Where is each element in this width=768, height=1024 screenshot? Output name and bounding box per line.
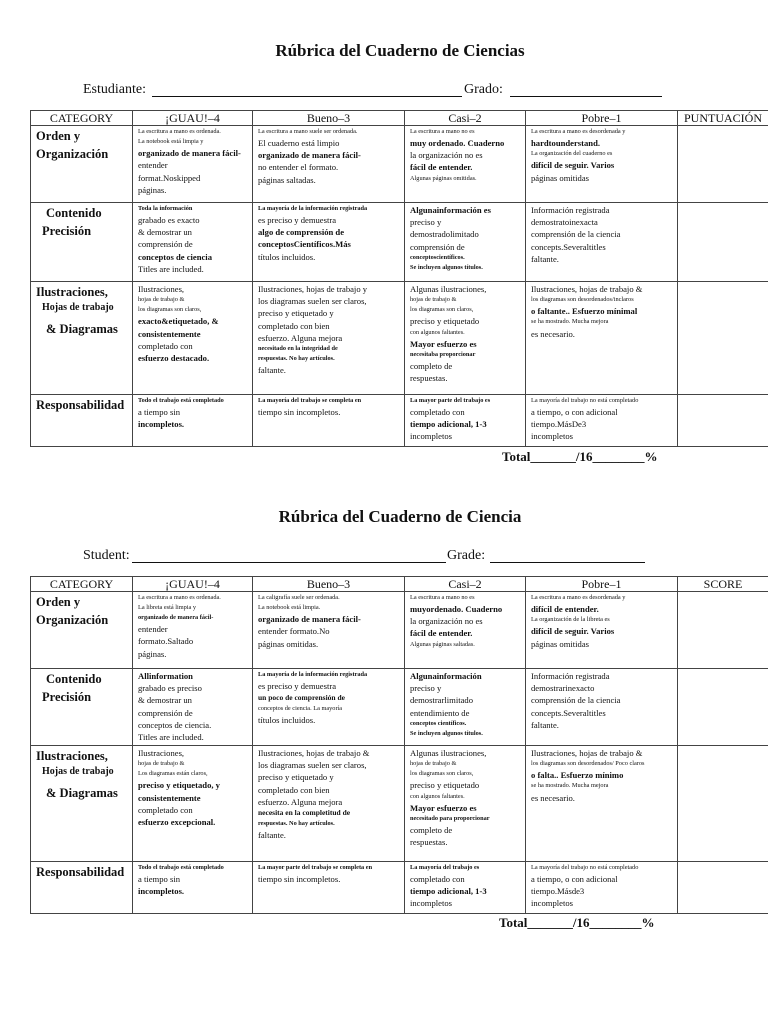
desc-line: entender	[138, 160, 168, 171]
category-label: Responsabilidad	[36, 865, 125, 879]
desc-line: a tiempo sin	[138, 874, 181, 885]
desc-line: respuestas.	[410, 837, 448, 848]
desc-line: tiempo sin incompletos.	[258, 407, 341, 418]
desc-level-2	[405, 592, 526, 669]
desc-line: tiempo adicional, 1-3	[410, 886, 487, 897]
desc-line: los diagramas son desordenados/ Poco claros	[531, 760, 645, 768]
desc-line: La mayoría de la información registrada	[258, 205, 368, 212]
category-label: Ilustraciones,	[36, 749, 108, 763]
header-level-4: ¡GUAU!–4	[133, 577, 253, 592]
header-level-1: Pobre–1	[526, 111, 678, 126]
desc-line: Todo el trabajo está completado	[138, 397, 224, 404]
desc-line: Información registrada	[531, 671, 610, 681]
desc-line: completado con	[410, 874, 465, 885]
desc-line: entendimiento de	[410, 707, 470, 718]
row-ilustraciones	[31, 282, 768, 395]
desc-line: organizado de manera fácil-	[138, 614, 214, 622]
desc-line: La notebook está limpia.	[258, 604, 321, 612]
desc-line: Algunas páginas omitidas.	[410, 174, 477, 182]
score-cell[interactable]	[678, 862, 768, 914]
category-label: Orden y	[36, 129, 81, 143]
desc-line: es preciso y demuestra	[258, 215, 337, 226]
rubric-table	[30, 110, 768, 447]
desc-line: incompletos	[531, 431, 574, 442]
desc-level-2	[405, 126, 526, 203]
score-cell[interactable]	[678, 282, 768, 395]
desc-line: comprensión de la ciencia	[531, 695, 621, 706]
row-contenido	[31, 669, 768, 746]
desc-line: necesita en la completitud de	[258, 808, 351, 818]
desc-line: preciso y etiquetado, y	[138, 780, 220, 791]
desc-line: faltante.	[258, 829, 286, 840]
desc-level-1	[526, 203, 678, 282]
desc-line: completado con bien	[258, 784, 330, 795]
desc-line: La escritura a mano es desordenada y	[531, 128, 626, 135]
category-label: Contenido	[46, 672, 102, 686]
desc-line: demostrarinexacto	[531, 683, 595, 694]
rubric-2	[0, 504, 768, 930]
desc-line: necesitaba proporcionar	[410, 350, 476, 358]
desc-level-4	[133, 669, 253, 746]
student-label: Student:	[83, 548, 130, 563]
desc-line: preciso y etiquetado y	[258, 772, 334, 783]
desc-line: difícil de seguir. Varios	[531, 160, 615, 171]
category-label: Orden y	[36, 595, 81, 609]
desc-level-4	[133, 746, 253, 862]
desc-line: Todo el trabajo está completado	[138, 864, 224, 871]
desc-level-1	[526, 669, 678, 746]
student-grade-line	[0, 78, 768, 104]
desc-line: Se incluyen algunos títulos.	[410, 263, 483, 271]
desc-line: se ha mostrado. Mucha mejora	[531, 318, 609, 326]
desc-line: se ha mostrado. Mucha mejora	[531, 782, 609, 790]
desc-line: incompletos.	[138, 419, 185, 430]
desc-line: organizado de manera fácil-	[258, 150, 361, 161]
desc-line: muyordenado. Cuaderno	[410, 604, 503, 615]
desc-line: fácil de entender.	[410, 628, 473, 639]
category-label: & Diagramas	[46, 321, 118, 336]
desc-line: La mayoría de la información registrada	[258, 671, 368, 678]
desc-line: los diagramas suelen ser claros,	[258, 296, 367, 307]
desc-line: páginas omitidas	[531, 638, 589, 649]
category-orden	[31, 592, 133, 669]
desc-line: La libreta está limpia y	[138, 604, 197, 612]
score-cell[interactable]	[678, 746, 768, 862]
desc-level-3	[253, 282, 405, 395]
desc-line: algo de comprensión de	[258, 227, 345, 238]
category-label: Ilustraciones,	[36, 285, 108, 299]
desc-line: preciso y	[410, 217, 442, 228]
desc-line: consistentemente	[138, 792, 201, 803]
header-level-2: Casi–2	[405, 577, 526, 592]
header-level-3: Bueno–3	[253, 111, 405, 126]
desc-line: esfuerzo destacado.	[138, 352, 210, 363]
desc-line: Ilustraciones,	[138, 284, 185, 294]
header-row	[31, 111, 768, 126]
header-row	[31, 577, 768, 592]
desc-line: comprensión de	[138, 707, 193, 718]
desc-line: grabado es exacto	[138, 215, 200, 226]
desc-line: faltante.	[258, 365, 286, 376]
desc-line: esfuerzo. Alguna mejora	[258, 332, 343, 343]
desc-line: conceptos de ciencia	[138, 251, 212, 262]
desc-line: La mayoría del trabajo es	[410, 864, 480, 871]
student-label: Estudiante:	[83, 82, 146, 97]
score-cell[interactable]	[678, 592, 768, 669]
desc-line: Algunainformación	[410, 671, 482, 681]
row-ilustraciones	[31, 746, 768, 862]
desc-line: difícil de entender.	[531, 604, 599, 615]
desc-line: organizado de manera fácil-	[258, 614, 361, 625]
desc-line: incompletos	[410, 898, 453, 909]
row-orden	[31, 126, 768, 203]
desc-line: páginas omitidas.	[258, 638, 319, 649]
desc-line: Mayor esfuerzo es	[410, 338, 477, 349]
desc-line: hardtounderstand.	[531, 138, 601, 149]
desc-line: completado con	[138, 340, 193, 351]
desc-line: La organización de la libreta es	[531, 616, 610, 624]
category-ilustraciones	[31, 282, 133, 395]
total-line: Total_______/16________%	[499, 915, 655, 930]
desc-line: completo de	[410, 824, 453, 835]
category-responsabilidad	[31, 395, 133, 447]
desc-line: Toda la información	[138, 205, 193, 212]
desc-line: La escritura a mano es desordenada y	[531, 594, 626, 601]
desc-line: a tiempo, o con adicional	[531, 407, 618, 418]
desc-level-3	[253, 592, 405, 669]
desc-line: conceptoscientíficos.	[410, 253, 465, 261]
desc-line: exacto&etiquetado, &	[138, 316, 219, 327]
category-label: Organización	[36, 147, 109, 162]
desc-level-3	[253, 862, 405, 914]
desc-line: comprensión de la ciencia	[531, 229, 621, 240]
desc-line: Ilustraciones, hojas de trabajo y	[258, 284, 368, 294]
desc-line: respuestas.	[410, 373, 448, 384]
category-ilustraciones	[31, 746, 133, 862]
desc-line: preciso y etiquetado y	[258, 308, 334, 319]
desc-level-2	[405, 746, 526, 862]
desc-line: o falta.. Esfuerzo mínimo	[531, 770, 624, 781]
desc-line: Ilustraciones, hojas de trabajo &	[258, 748, 370, 758]
desc-level-2	[405, 669, 526, 746]
desc-level-4	[133, 126, 253, 203]
desc-level-3	[253, 395, 405, 447]
desc-line: esfuerzo excepcional.	[138, 816, 216, 827]
header-level-1: Pobre–1	[526, 577, 678, 592]
score-cell[interactable]	[678, 126, 768, 203]
desc-level-2	[405, 203, 526, 282]
desc-line: con algunos faltantes.	[410, 792, 465, 800]
desc-line: incompletos.	[138, 886, 185, 897]
desc-line: un poco de comprensión de	[258, 693, 345, 703]
desc-line: conceptos de ciencia.	[138, 719, 212, 730]
grade-label: Grado:	[464, 82, 503, 97]
desc-level-1	[526, 126, 678, 203]
row-responsabilidad	[31, 395, 768, 447]
desc-line: los diagramas suelen ser claros,	[258, 760, 367, 771]
desc-line: Algunainformación es	[410, 205, 491, 215]
desc-line: tiempo adicional, 1-3	[410, 419, 487, 430]
desc-line: páginas.	[138, 648, 167, 659]
header-level-2: Casi–2	[405, 111, 526, 126]
desc-line: La mayor parte del trabajo se completa en	[258, 864, 373, 871]
category-orden	[31, 126, 133, 203]
desc-line: tiempo.Másde3	[531, 886, 585, 897]
desc-line: La escritura a mano no es	[410, 128, 475, 135]
row-contenido	[31, 203, 768, 282]
desc-line: con algunos faltantes.	[410, 328, 465, 336]
desc-line: incompletos	[410, 431, 453, 442]
category-contenido	[31, 669, 133, 746]
desc-line: tiempo.MásDe3	[531, 419, 587, 430]
desc-line: La escritura a mano no es	[410, 594, 475, 601]
desc-line: respuestas. No hay artículos.	[258, 355, 335, 363]
desc-line: organizado de manera fácil-	[138, 148, 241, 159]
desc-line: La escritura a mano suele ser ordenada.	[258, 128, 358, 135]
desc-level-1	[526, 282, 678, 395]
header-category: CATEGORY	[31, 577, 133, 592]
desc-line: La caligrafía suele ser ordenada.	[258, 594, 340, 601]
desc-line: & demostrar un	[138, 695, 192, 706]
desc-line: páginas omitidas	[531, 172, 589, 183]
desc-line: la organización no es	[410, 616, 483, 627]
student-name-blank[interactable]	[132, 562, 446, 563]
desc-line: muy ordenado. Cuaderno	[410, 138, 505, 149]
desc-level-4	[133, 282, 253, 395]
desc-line: fácil de entender.	[410, 162, 473, 173]
desc-line: conceptosCientíficos.Más	[258, 239, 351, 250]
desc-line: respuestas. No hay artículos.	[258, 819, 335, 827]
total-line: Total_______/16________%	[502, 449, 658, 464]
desc-line: formato.Saltado	[138, 636, 194, 647]
category-label: Precisión	[42, 690, 92, 705]
desc-level-4	[133, 592, 253, 669]
rubric-table	[30, 576, 768, 914]
desc-line: La organización del cuaderno es	[531, 150, 613, 158]
desc-line: la organización no es	[410, 150, 483, 161]
desc-line: Mayor esfuerzo es	[410, 802, 477, 813]
desc-line: conceptos científicos.	[410, 719, 467, 727]
desc-level-2	[405, 862, 526, 914]
desc-line: hojas de trabajo &	[410, 760, 457, 768]
row-orden	[31, 592, 768, 669]
desc-level-1	[526, 862, 678, 914]
desc-level-4	[133, 395, 253, 447]
desc-line: incompletos	[531, 898, 574, 909]
desc-line: La mayoría del trabajo no está completado	[531, 397, 639, 404]
desc-line: La mayoría del trabajo no está completado	[531, 864, 639, 871]
desc-line: preciso y	[410, 683, 442, 694]
desc-line: no entender el formato.	[258, 162, 339, 173]
desc-level-3	[253, 746, 405, 862]
desc-line: grabado es preciso	[138, 683, 202, 694]
desc-line: La notebook está limpia y	[138, 138, 204, 146]
desc-line: demostrarlimitado	[410, 695, 474, 706]
desc-line: hojas de trabajo &	[138, 760, 185, 768]
desc-line: tiempo sin incompletos.	[258, 874, 341, 885]
desc-line: comprensión de	[410, 241, 465, 252]
category-responsabilidad	[31, 862, 133, 914]
rubric-1	[0, 38, 768, 464]
student-grade-line	[0, 544, 768, 570]
desc-line: La escritura a mano es ordenada.	[138, 128, 221, 135]
desc-line: los diagramas son claros,	[410, 306, 474, 314]
desc-line: los diagramas son desordenados/inclaros	[531, 296, 634, 304]
header-score: PUNTUACIÓN	[678, 111, 768, 126]
desc-line: completo de	[410, 360, 453, 371]
desc-line: faltante.	[531, 719, 559, 730]
header-level-3: Bueno–3	[253, 577, 405, 592]
desc-line: comprensión de	[138, 239, 193, 250]
desc-level-1	[526, 746, 678, 862]
desc-line: necesitado para proporcionar	[410, 814, 490, 822]
desc-level-1	[526, 395, 678, 447]
desc-line: completado con	[410, 407, 465, 418]
category-label: Responsabilidad	[36, 398, 125, 412]
desc-line: preciso y etiquetado	[410, 316, 480, 327]
category-label: Hojas de trabajo	[42, 302, 114, 314]
desc-line: concepts.Severaltitles	[531, 707, 606, 718]
desc-line: es necesario.	[531, 792, 575, 803]
grade-label: Grade:	[447, 548, 486, 563]
category-label: Organización	[36, 613, 109, 628]
category-label: Contenido	[46, 206, 102, 220]
desc-line: faltante.	[531, 253, 559, 264]
desc-level-4	[133, 203, 253, 282]
desc-line: Algunas ilustraciones,	[410, 284, 487, 294]
desc-line: concepts.Severaltitles	[531, 241, 606, 252]
desc-line: difícil de seguir. Varios	[531, 626, 615, 637]
desc-line: Información registrada	[531, 205, 610, 215]
desc-level-1	[526, 592, 678, 669]
desc-line: entender	[138, 624, 168, 635]
desc-line: La escritura a mano es ordenada.	[138, 594, 221, 601]
desc-level-2	[405, 282, 526, 395]
desc-line: hojas de trabajo &	[138, 296, 185, 304]
desc-line: o faltante.. Esfuerzo mínimal	[531, 306, 638, 317]
desc-line: necesitado en la integridad de	[258, 345, 338, 353]
header-category: CATEGORY	[31, 111, 133, 126]
header-score: SCORE	[678, 577, 768, 592]
desc-line: es preciso y demuestra	[258, 681, 337, 692]
desc-line: Ilustraciones, hojas de trabajo &	[531, 284, 643, 294]
desc-line: Los diagramas están claros,	[138, 770, 208, 778]
desc-level-3	[253, 669, 405, 746]
score-cell[interactable]	[678, 203, 768, 282]
desc-line: demostradolimitado	[410, 229, 479, 240]
desc-level-3	[253, 126, 405, 203]
desc-line: Titles are included.	[138, 263, 204, 274]
category-label: & Diagramas	[46, 785, 118, 800]
row-responsabilidad	[31, 862, 768, 914]
desc-line: títulos incluidos.	[258, 251, 316, 262]
desc-level-2	[405, 395, 526, 447]
category-contenido	[31, 203, 133, 282]
desc-line: Algunas páginas saltadas.	[410, 640, 475, 648]
desc-line: & demostrar un	[138, 227, 192, 238]
desc-line: completado con bien	[258, 320, 330, 331]
desc-level-4	[133, 862, 253, 914]
header-level-4: ¡GUAU!–4	[133, 111, 253, 126]
desc-line: a tiempo sin	[138, 407, 181, 418]
desc-line: Se incluyen algunos títulos.	[410, 729, 483, 737]
category-label: Hojas de trabajo	[42, 766, 114, 778]
desc-line: Ilustraciones,	[138, 748, 185, 758]
desc-line: entender formato.No	[258, 626, 330, 637]
desc-line: páginas saltadas.	[258, 174, 316, 185]
desc-line: conceptos de ciencia. La mayoría	[258, 705, 343, 713]
grade-blank[interactable]	[510, 96, 662, 97]
desc-line: es necesario.	[531, 328, 575, 339]
desc-line: preciso y etiquetado	[410, 780, 480, 791]
score-cell[interactable]	[678, 395, 768, 447]
desc-line: La mayoría del trabajo se completa en	[258, 397, 362, 404]
desc-line: format.Noskipped	[138, 172, 201, 183]
desc-line: los diagramas son claros,	[138, 306, 202, 314]
desc-line: esfuerzo. Alguna mejora	[258, 796, 343, 807]
desc-line: Algunas ilustraciones,	[410, 748, 487, 758]
desc-line: El cuaderno está limpio	[258, 138, 340, 149]
student-name-blank[interactable]	[152, 96, 462, 97]
desc-line: hojas de trabajo &	[410, 296, 457, 304]
desc-line: demostratoinexacta	[531, 217, 598, 228]
score-cell[interactable]	[678, 669, 768, 746]
desc-line: los diagramas son claros,	[410, 770, 474, 778]
grade-blank[interactable]	[490, 562, 645, 563]
rubric-title: Rúbrica del Cuaderno de Ciencias	[275, 41, 525, 60]
desc-level-3	[253, 203, 405, 282]
category-label: Precisión	[42, 224, 92, 239]
desc-line: consistentemente	[138, 328, 201, 339]
desc-line: completado con	[138, 804, 193, 815]
rubric-title: Rúbrica del Cuaderno de Ciencia	[278, 507, 522, 526]
desc-line: Allinformation	[138, 671, 193, 681]
desc-line: a tiempo, o con adicional	[531, 874, 618, 885]
desc-line: Titles are included.	[138, 732, 204, 743]
desc-line: títulos incluidos.	[258, 715, 316, 726]
desc-line: La mayor parte del trabajo es	[410, 397, 491, 404]
desc-line: Ilustraciones, hojas de trabajo &	[531, 748, 643, 758]
desc-line: páginas.	[138, 184, 167, 195]
